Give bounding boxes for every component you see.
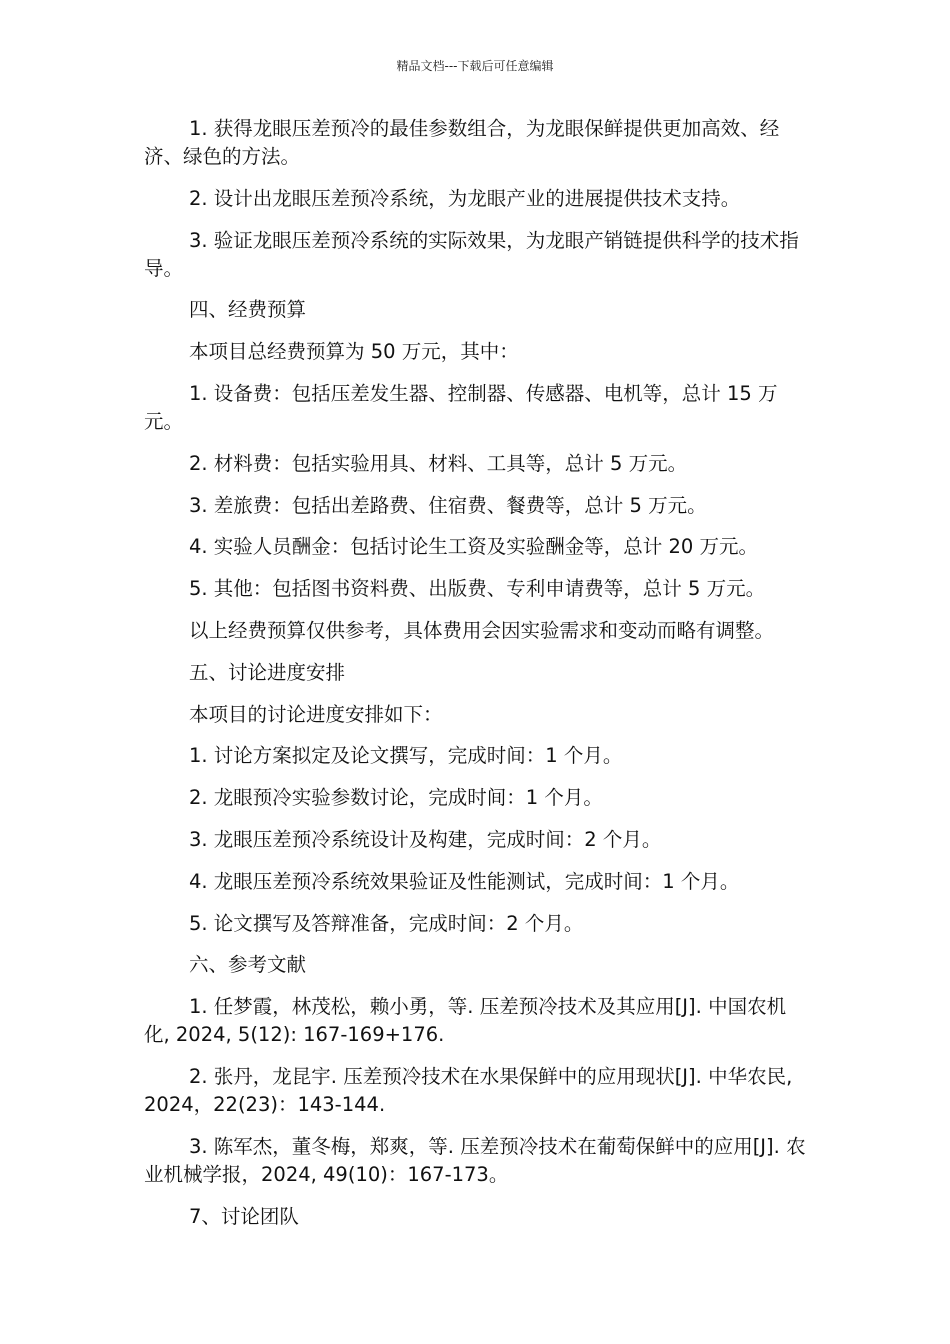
reference-item-3: 3. 陈军杰，董冬梅，郑爽，等. 压差预冷技术在葡萄保鲜中的应用[J]. 农业机械学报，2024, 49(10)：167-173。 [144,1134,806,1186]
page-header: 精品文档---下载后可任意编辑 [396,59,554,73]
budget-item-personnel: 4. 实验人员酬金：包括讨论生工资及实验酬金等，总计 20 万元。 [189,535,759,559]
document-body [144,115,809,1244]
goal-paragraph-3: 3. 验证龙眼压差预冷系统的实际效果，为龙眼产销链提供科学的技术指导。 [144,228,799,280]
goal-paragraph-2: 2. 设计出龙眼压差预冷系统，为龙眼产业的进展提供技术支持。 [189,186,741,210]
schedule-item-5: 5. 论文撰写及答辩准备，完成时间：2 个月。 [189,911,584,935]
section-heading-team: 7、讨论团队 [189,1204,299,1228]
schedule-item-3: 3. 龙眼压差预冷系统设计及构建，完成时间：2 个月。 [189,827,662,851]
budget-intro: 本项目总经费预算为 50 万元，其中： [189,340,519,364]
schedule-item-4: 4. 龙眼压差预冷系统效果验证及性能测试，完成时间：1 个月。 [189,869,740,893]
budget-item-other: 5. 其他：包括图书资料费、出版费、专利申请费等，总计 5 万元。 [189,577,766,601]
section-heading-schedule: 五、讨论进度安排 [189,660,346,684]
budget-item-materials: 2. 材料费：包括实验用具、材料、工具等，总计 5 万元。 [189,451,688,475]
schedule-item-1: 1. 讨论方案拟定及论文撰写，完成时间：1 个月。 [189,744,623,768]
schedule-item-2: 2. 龙眼预冷实验参数讨论，完成时间：1 个月。 [189,786,603,810]
section-heading-references: 六、参考文献 [189,953,307,977]
schedule-intro: 本项目的讨论进度安排如下： [189,702,443,726]
goal-paragraph-1: 1. 获得龙眼压差预冷的最佳参数组合，为龙眼保鲜提供更加高效、经济、绿色的方法。 [144,117,780,168]
budget-note: 以上经费预算仅供参考，具体费用会因实验需求和变动而略有调整。 [189,618,775,642]
reference-item-2: 2. 张丹，龙昆宇. 压差预冷技术在水果保鲜中的应用现状[J]. 中华农民, 2024，22(23)：143-144. [144,1064,793,1116]
reference-item-1: 1. 任梦霞，林茂松，赖小勇，等. 压差预冷技术及其应用[J]. 中国农机化, 2024, 5(12): 167-169+176. [144,995,787,1047]
budget-item-equipment: 1. 设备费：包括压差发生器、控制器、传感器、电机等，总计 15 万元。 [144,381,778,433]
section-heading-budget: 四、经费预算 [189,298,307,322]
budget-item-travel: 3. 差旅费：包括出差路费、住宿费、餐费等，总计 5 万元。 [189,493,707,517]
